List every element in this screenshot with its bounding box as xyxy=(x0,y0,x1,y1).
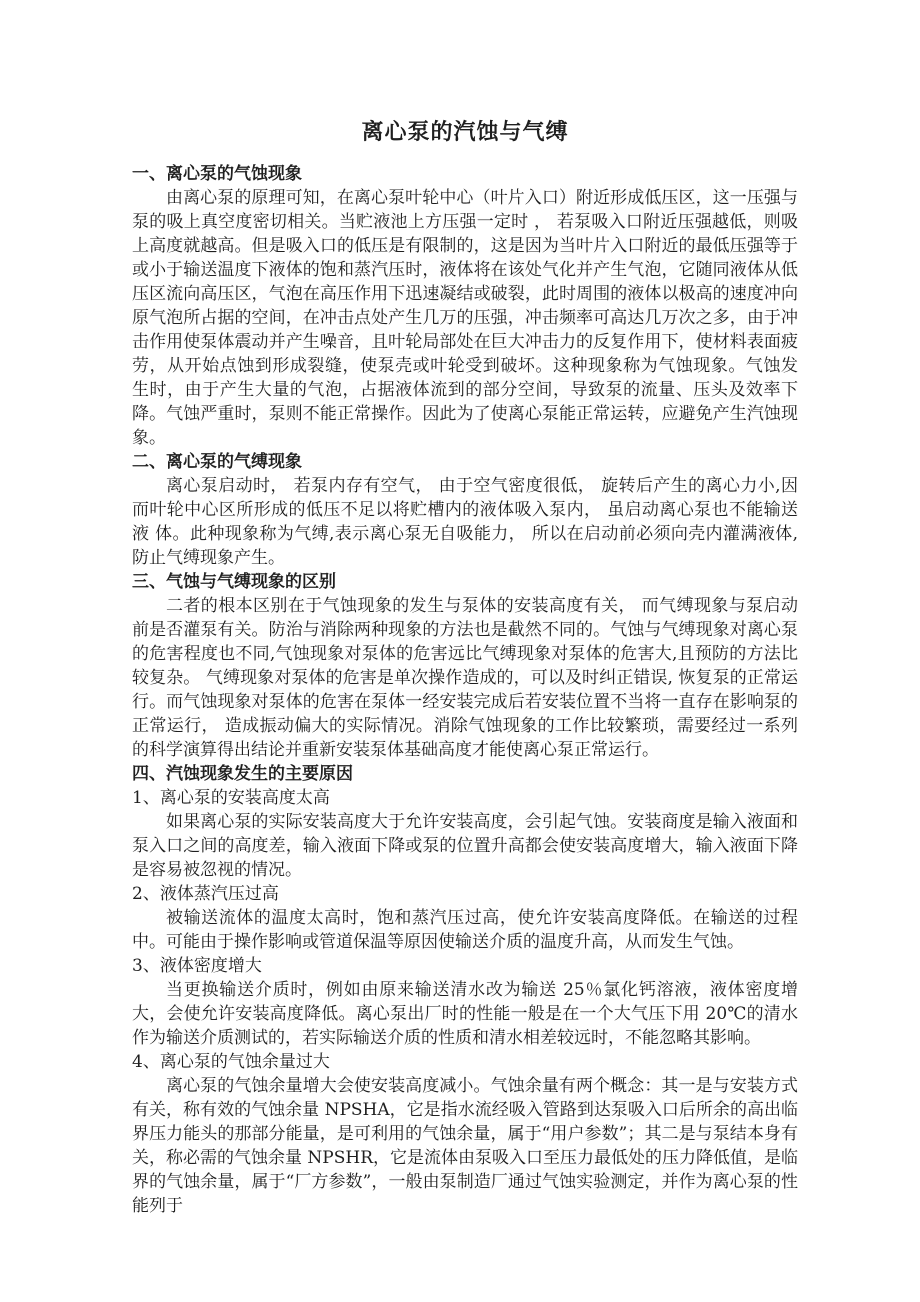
subsection-heading-npsh: 4、离心泵的气蚀余量过大 xyxy=(132,1052,330,1072)
section-paragraph-cavitation: 由离心泵的原理可知，在离心泵叶轮中心（叶片入口）附近形成低压区，这一压强与泵的吸上真空度密切相关。当贮液池上方压强一定时 ， 若泵吸入口附近压强越低，则吸上高度就越高。但是吸入口的低压是有限制的，这是因为当叶片入口附近的最低压强等于或小于输送温度下液体的饱和蒸汽压时，液体将在该处气化并产生气泡，它随同液体从低压区流向高压区，气泡在高压作用下迅速凝结或破裂，此时周围的液体以极高的速度冲向原气泡所占据的空间，在冲击点处产生几万的压强，冲击频率可高达几万次之多，由于冲击作用使泵体震动并产生噪音，且叶轮局部处在巨大冲击力的反复作用下，使材料表面疲劳，从开始点蚀到形成裂缝，使泵壳或叶轮受到破坏。这种现象称为气蚀现象。气蚀发 生时，由于产生大量的气泡，占据液体流到的部分空间，导致泵的流量、压头及效率下降。气蚀严重时，泵则不能正常操作。因此为了使离心泵能正常运转，应避免产生汽蚀现象。 xyxy=(132,188,798,448)
subsection-paragraph-installation-height: 如果离心泵的实际安装高度大于允许安装高度，会引起气蚀。安装商度是输入液面和泵入口之间的高度差，输入液面下降或泵的位置升高都会使安装高度增大，输入液面下降是容易被忽视的情况。 xyxy=(132,812,798,880)
section-paragraph-difference: 二者的根本区别在于气蚀现象的发生与泵体的安装高度有关， 而气缚现象与泵启动前是否灌泵有关。防治与消除两种现象的方法也是截然不同的。气蚀与气缚现象对离心泵的危害程度也不同,气蚀现象对泵体的危害远比气缚现象对泵体的危害大,且预防的方法比较复杂。 气缚现象对泵体的危害是单次操作造成的，可以及时纠正错误, 恢复泵的正常运行。而气蚀现象对泵体的危害在泵体一经安装完成后若安装位置不当将一直存在影响泵的正常运行， 造成振动偏大的实际情况。消除气蚀现象的工作比较繁琐，需要经过一系列的科学演算得出结论并重新安装泵体基础高度才能使离心泵正常运行。 xyxy=(132,596,798,760)
document-title: 离心泵的汽蚀与气缚 xyxy=(361,120,569,145)
subsection-paragraph-liquid-density: 当更换输送介质时，例如由原来输送清水改为输送 25％氯化钙溶液，液体密度增大，会使允许安装高度降低。离心泵出厂时的性能一般是在一个大气压下用 20℃的清水作为输送介质测试的，若实际输送介质的性质和清水相差较远时，不能忽略其影响。 xyxy=(132,980,798,1048)
section-heading-difference: 三、气蚀与气缚现象的区别 xyxy=(132,572,336,592)
section-paragraph-air-binding: 离心泵启动时， 若泵内存有空气， 由于空气密度很低， 旋转后产生的离心力小,因而叶轮中心区所形成的低压不足以将贮槽内的液体吸入泵内， 虽启动离心泵也不能输送液 体。此种现象称为气缚,表示离心泵无自吸能力， 所以在启动前必须向壳内灌满液体,防止气缚现象产生。 xyxy=(132,476,798,568)
section-heading-air-binding: 二、离心泵的气缚现象 xyxy=(132,452,302,472)
subsection-heading-installation-height: 1、离心泵的安装高度太高 xyxy=(132,788,330,808)
subsection-heading-liquid-density: 3、液体密度增大 xyxy=(132,956,262,976)
document-content xyxy=(132,118,798,1218)
section-heading-main-causes: 四、汽蚀现象发生的主要原因 xyxy=(132,764,353,784)
subsection-heading-vapor-pressure: 2、液体蒸汽压过高 xyxy=(132,884,279,904)
section-heading-cavitation: 一、离心泵的气蚀现象 xyxy=(132,164,302,184)
subsection-paragraph-npsh: 离心泵的气蚀余量增大会使安装高度减小。气蚀余量有两个概念：其一是与安装方式有关，称有效的气蚀余量 NPSHA，它是指水流经吸入管路到达泵吸入口后所余的高出临界压力能头的那部分能量，是可利用的气蚀余量，属于“用户参数”；其二是与泵结本身有关，称必需的气蚀余量 NPSHR，它是流体由泵吸入口至压力最低处的压力降低值，是临界的气蚀余量，属于“厂方参数”，一般由泵制造厂通过气蚀实验测定，并作为离心泵的性能列于 xyxy=(132,1076,798,1216)
subsection-paragraph-vapor-pressure: 被输送流体的温度太高时，饱和蒸汽压过高，使允许安装高度降低。在输送的过程中。可能由于操作影响或管道保温等原因使输送介质的温度升高，从而发生气蚀。 xyxy=(132,908,798,952)
